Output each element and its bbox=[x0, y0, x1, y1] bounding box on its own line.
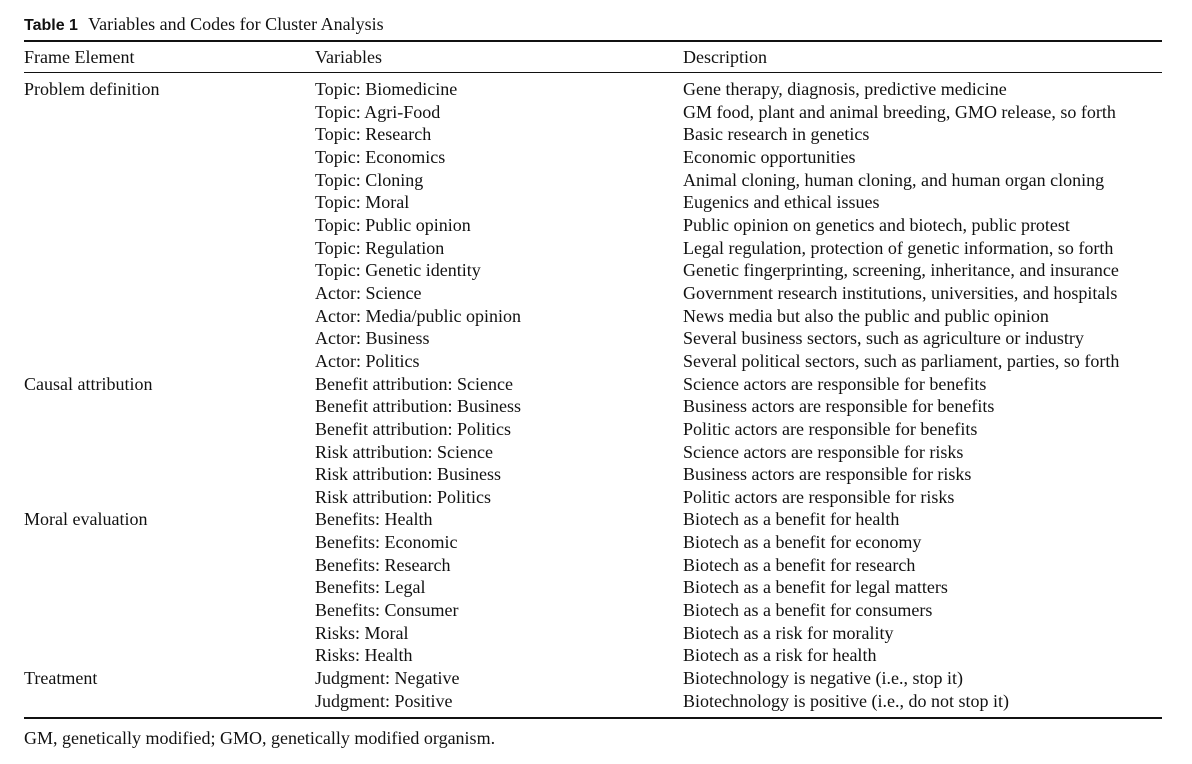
cell-description: Legal regulation, protection of genetic information, so forth bbox=[683, 237, 1114, 258]
cell-description: Basic research in genetics bbox=[683, 124, 870, 145]
table-row bbox=[0, 191, 1192, 214]
cell-description: Biotech as a risk for health bbox=[683, 645, 877, 666]
table-row bbox=[0, 101, 1192, 124]
table-row bbox=[0, 259, 1192, 282]
cell-description: Biotechnology is negative (i.e., stop it) bbox=[683, 668, 963, 689]
cell-description: Biotech as a benefit for consumers bbox=[683, 600, 933, 621]
cell-variable: Topic: Regulation bbox=[315, 237, 445, 258]
cell-variable: Benefits: Economic bbox=[315, 532, 458, 553]
header-frame-element: Frame Element bbox=[24, 47, 135, 67]
cell-description: Politic actors are responsible for risks bbox=[683, 486, 955, 507]
table-row bbox=[0, 644, 1192, 667]
cell-description: Biotech as a benefit for economy bbox=[683, 532, 922, 553]
table-footnote: GM, genetically modified; GMO, genetically modified organism. bbox=[24, 728, 496, 748]
table-row bbox=[0, 169, 1192, 192]
table-row bbox=[0, 282, 1192, 305]
cell-description: Biotech as a benefit for legal matters bbox=[683, 577, 948, 598]
cell-variable: Risk attribution: Science bbox=[315, 441, 493, 462]
cell-variable: Topic: Cloning bbox=[315, 169, 424, 190]
table-row bbox=[0, 78, 1192, 101]
cell-description: Public opinion on genetics and biotech, public protest bbox=[683, 214, 1070, 235]
cell-description: Business actors are responsible for benefits bbox=[683, 396, 995, 417]
table-header-rule bbox=[24, 72, 1162, 73]
cell-description: Several political sectors, such as parliament, parties, so forth bbox=[683, 350, 1120, 371]
table-row bbox=[0, 690, 1192, 713]
cell-description: Several business sectors, such as agriculture or industry bbox=[683, 328, 1084, 349]
header-variables: Variables bbox=[315, 47, 382, 67]
cell-description: Animal cloning, human cloning, and human organ cloning bbox=[683, 169, 1105, 190]
cell-variable: Topic: Economics bbox=[315, 146, 446, 167]
table-row bbox=[0, 123, 1192, 146]
header-description: Description bbox=[683, 47, 767, 67]
table-row bbox=[0, 418, 1192, 441]
cell-variable: Judgment: Negative bbox=[315, 668, 460, 689]
cell-variable: Risk attribution: Business bbox=[315, 464, 502, 485]
table-row bbox=[0, 214, 1192, 237]
cell-variable: Benefits: Research bbox=[315, 554, 451, 575]
cell-variable: Benefits: Legal bbox=[315, 577, 426, 598]
table-row bbox=[0, 373, 1192, 396]
cell-variable: Topic: Genetic identity bbox=[315, 260, 481, 281]
table-header-row bbox=[0, 44, 1192, 70]
cell-variable: Benefit attribution: Science bbox=[315, 373, 513, 394]
cell-frame-element: Problem definition bbox=[24, 79, 160, 99]
table-caption-label: Table 1 bbox=[24, 17, 78, 34]
cell-variable: Topic: Agri-Food bbox=[315, 101, 441, 122]
cell-description: Science actors are responsible for risks bbox=[683, 441, 964, 462]
table-top-rule bbox=[24, 40, 1162, 42]
table-row bbox=[0, 622, 1192, 645]
cell-description: Biotechnology is positive (i.e., do not stop it) bbox=[683, 690, 1009, 711]
cell-variable: Risk attribution: Politics bbox=[315, 486, 492, 507]
cell-description: Science actors are responsible for benefits bbox=[683, 373, 987, 394]
cell-variable: Risks: Moral bbox=[315, 622, 409, 643]
table-row bbox=[0, 508, 1192, 531]
cell-variable: Topic: Public opinion bbox=[315, 214, 471, 235]
cell-variable: Topic: Biomedicine bbox=[315, 79, 458, 99]
cell-description: GM food, plant and animal breeding, GMO release, so forth bbox=[683, 101, 1116, 122]
cell-variable: Risks: Health bbox=[315, 645, 413, 666]
cell-description: Business actors are responsible for risks bbox=[683, 464, 972, 485]
table-bottom-rule bbox=[24, 717, 1162, 719]
cell-description: Biotech as a risk for morality bbox=[683, 622, 894, 643]
cell-variable: Benefits: Consumer bbox=[315, 600, 459, 621]
cell-variable: Actor: Science bbox=[315, 282, 422, 303]
cell-variable: Judgment: Positive bbox=[315, 690, 453, 711]
cell-description: Economic opportunities bbox=[683, 146, 856, 167]
cell-variable: Benefit attribution: Business bbox=[315, 396, 521, 417]
cell-variable: Actor: Business bbox=[315, 328, 430, 349]
cell-variable: Benefit attribution: Politics bbox=[315, 418, 511, 439]
table-row bbox=[0, 667, 1192, 690]
cell-variable: Benefits: Health bbox=[315, 509, 433, 530]
cell-variable: Actor: Politics bbox=[315, 350, 420, 371]
table-body bbox=[0, 78, 1192, 712]
table-row bbox=[0, 599, 1192, 622]
table-row bbox=[0, 305, 1192, 328]
cell-description: Eugenics and ethical issues bbox=[683, 192, 880, 213]
cell-description: Government research institutions, universities, and hospitals bbox=[683, 282, 1118, 303]
cell-frame-element: Treatment bbox=[24, 668, 98, 689]
cell-frame-element: Moral evaluation bbox=[24, 509, 148, 530]
cell-description: Biotech as a benefit for research bbox=[683, 554, 916, 575]
table-row bbox=[0, 327, 1192, 350]
cell-frame-element: Causal attribution bbox=[24, 373, 153, 394]
table-row bbox=[0, 395, 1192, 418]
cell-description: News media but also the public and public opinion bbox=[683, 305, 1049, 326]
table-row bbox=[0, 350, 1192, 373]
cell-variable: Topic: Moral bbox=[315, 192, 410, 213]
cell-description: Biotech as a benefit for health bbox=[683, 509, 900, 530]
table-row bbox=[0, 237, 1192, 260]
cell-description: Genetic fingerprinting, screening, inheritance, and insurance bbox=[683, 260, 1119, 281]
table-caption-title: Variables and Codes for Cluster Analysis bbox=[88, 14, 384, 34]
cell-description: Politic actors are responsible for benefits bbox=[683, 418, 978, 439]
table-row bbox=[0, 463, 1192, 486]
table-row bbox=[0, 554, 1192, 577]
table-row bbox=[0, 576, 1192, 599]
cell-description: Gene therapy, diagnosis, predictive medicine bbox=[683, 79, 1007, 99]
table-row bbox=[0, 441, 1192, 464]
cell-variable: Topic: Research bbox=[315, 124, 432, 145]
cell-variable: Actor: Media/public opinion bbox=[315, 305, 521, 326]
table-caption bbox=[24, 12, 384, 38]
table-row bbox=[0, 531, 1192, 554]
table-row bbox=[0, 146, 1192, 169]
table-row bbox=[0, 486, 1192, 509]
